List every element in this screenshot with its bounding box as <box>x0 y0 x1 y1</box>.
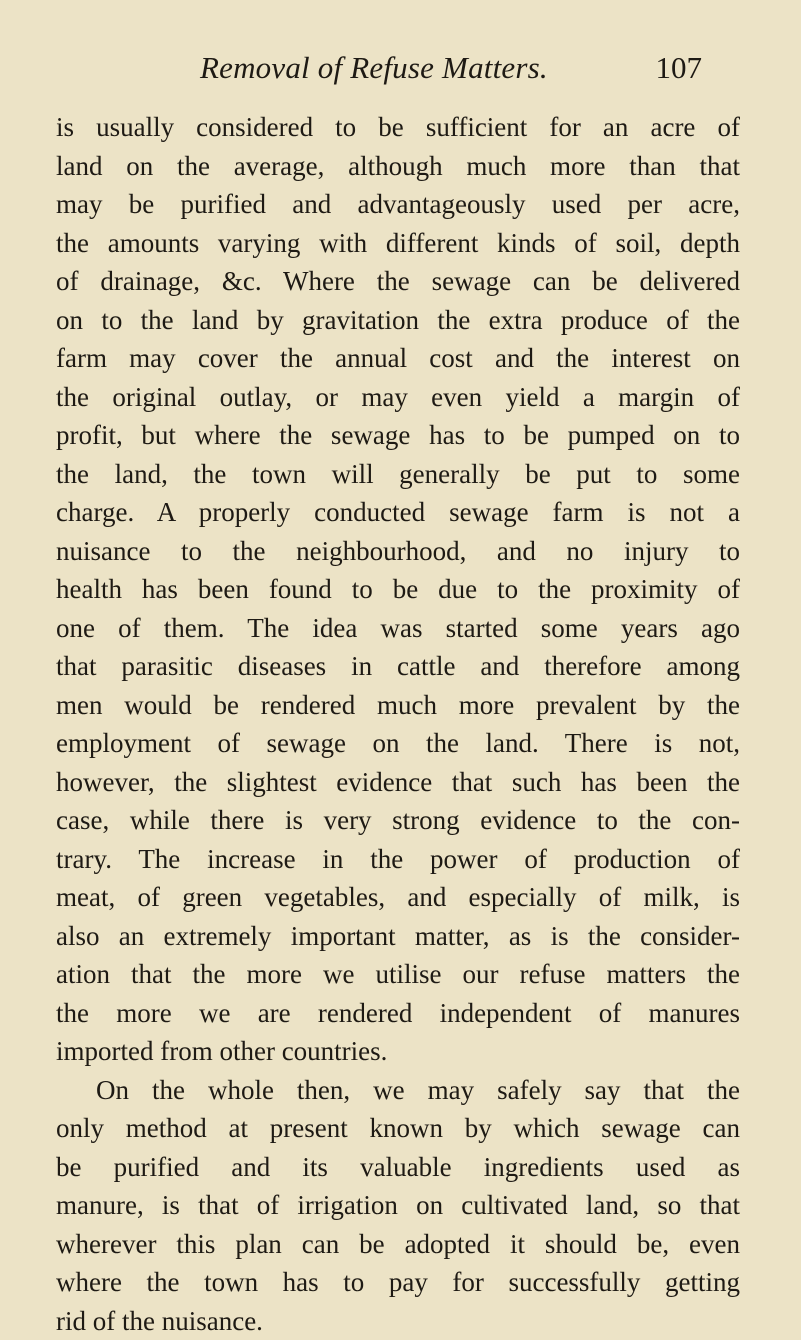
text-line-paragraph-start: On the whole then, we may safely say that the <box>56 1071 740 1110</box>
text-line: be purified and its valuable ingredients used as <box>56 1148 740 1187</box>
text-line: however, the slightest evidence that such has been the <box>56 763 740 802</box>
text-line: the amounts varying with different kinds of soil, depth <box>56 224 740 263</box>
text-line: profit, but where the sewage has to be pumped on to <box>56 416 740 455</box>
text-line: employment of sewage on the land. There is not, <box>56 724 740 763</box>
text-line-paragraph-end: imported from other countries. <box>56 1032 740 1071</box>
text-line: farm may cover the annual cost and the interest on <box>56 339 740 378</box>
text-line: case, while there is very strong evidence to the con- <box>56 801 740 840</box>
text-line: where the town has to pay for successfully getting <box>56 1263 740 1302</box>
text-line: ation that the more we utilise our refuse matters the <box>56 955 740 994</box>
text-line: health has been found to be due to the proximity of <box>56 570 740 609</box>
text-line: trary. The increase in the power of production of <box>56 840 740 879</box>
text-line: nuisance to the neighbourhood, and no injury to <box>56 532 740 571</box>
text-line: on to the land by gravitation the extra produce of the <box>56 301 740 340</box>
text-line: the original outlay, or may even yield a margin of <box>56 378 740 417</box>
text-line: meat, of green vegetables, and especially of milk, is <box>56 878 740 917</box>
text-line: of drainage, &c. Where the sewage can be delivered <box>56 262 740 301</box>
body-text <box>56 108 740 1340</box>
page-number: 107 <box>656 50 703 86</box>
text-line: manure, is that of irrigation on cultivated land, so that <box>56 1186 740 1225</box>
text-line: one of them. The idea was started some years ago <box>56 609 740 648</box>
text-line: men would be rendered much more prevalent by the <box>56 686 740 725</box>
text-line: also an extremely important matter, as is the consider- <box>56 917 740 956</box>
text-line: wherever this plan can be adopted it should be, even <box>56 1225 740 1264</box>
text-line: is usually considered to be sufficient for an acre of <box>56 108 740 147</box>
text-line: charge. A properly conducted sewage farm is not a <box>56 493 740 532</box>
running-title: Removal of Refuse Matters. <box>200 50 548 86</box>
text-line-paragraph-end: rid of the nuisance. <box>56 1302 740 1340</box>
text-line: land on the average, although much more than that <box>56 147 740 186</box>
running-head <box>168 50 688 94</box>
text-line: only method at present known by which sewage can <box>56 1109 740 1148</box>
text-line: the land, the town will generally be put to some <box>56 455 740 494</box>
text-line: the more we are rendered independent of manures <box>56 994 740 1033</box>
text-line: may be purified and advantageously used per acre, <box>56 185 740 224</box>
text-line: that parasitic diseases in cattle and therefore among <box>56 647 740 686</box>
